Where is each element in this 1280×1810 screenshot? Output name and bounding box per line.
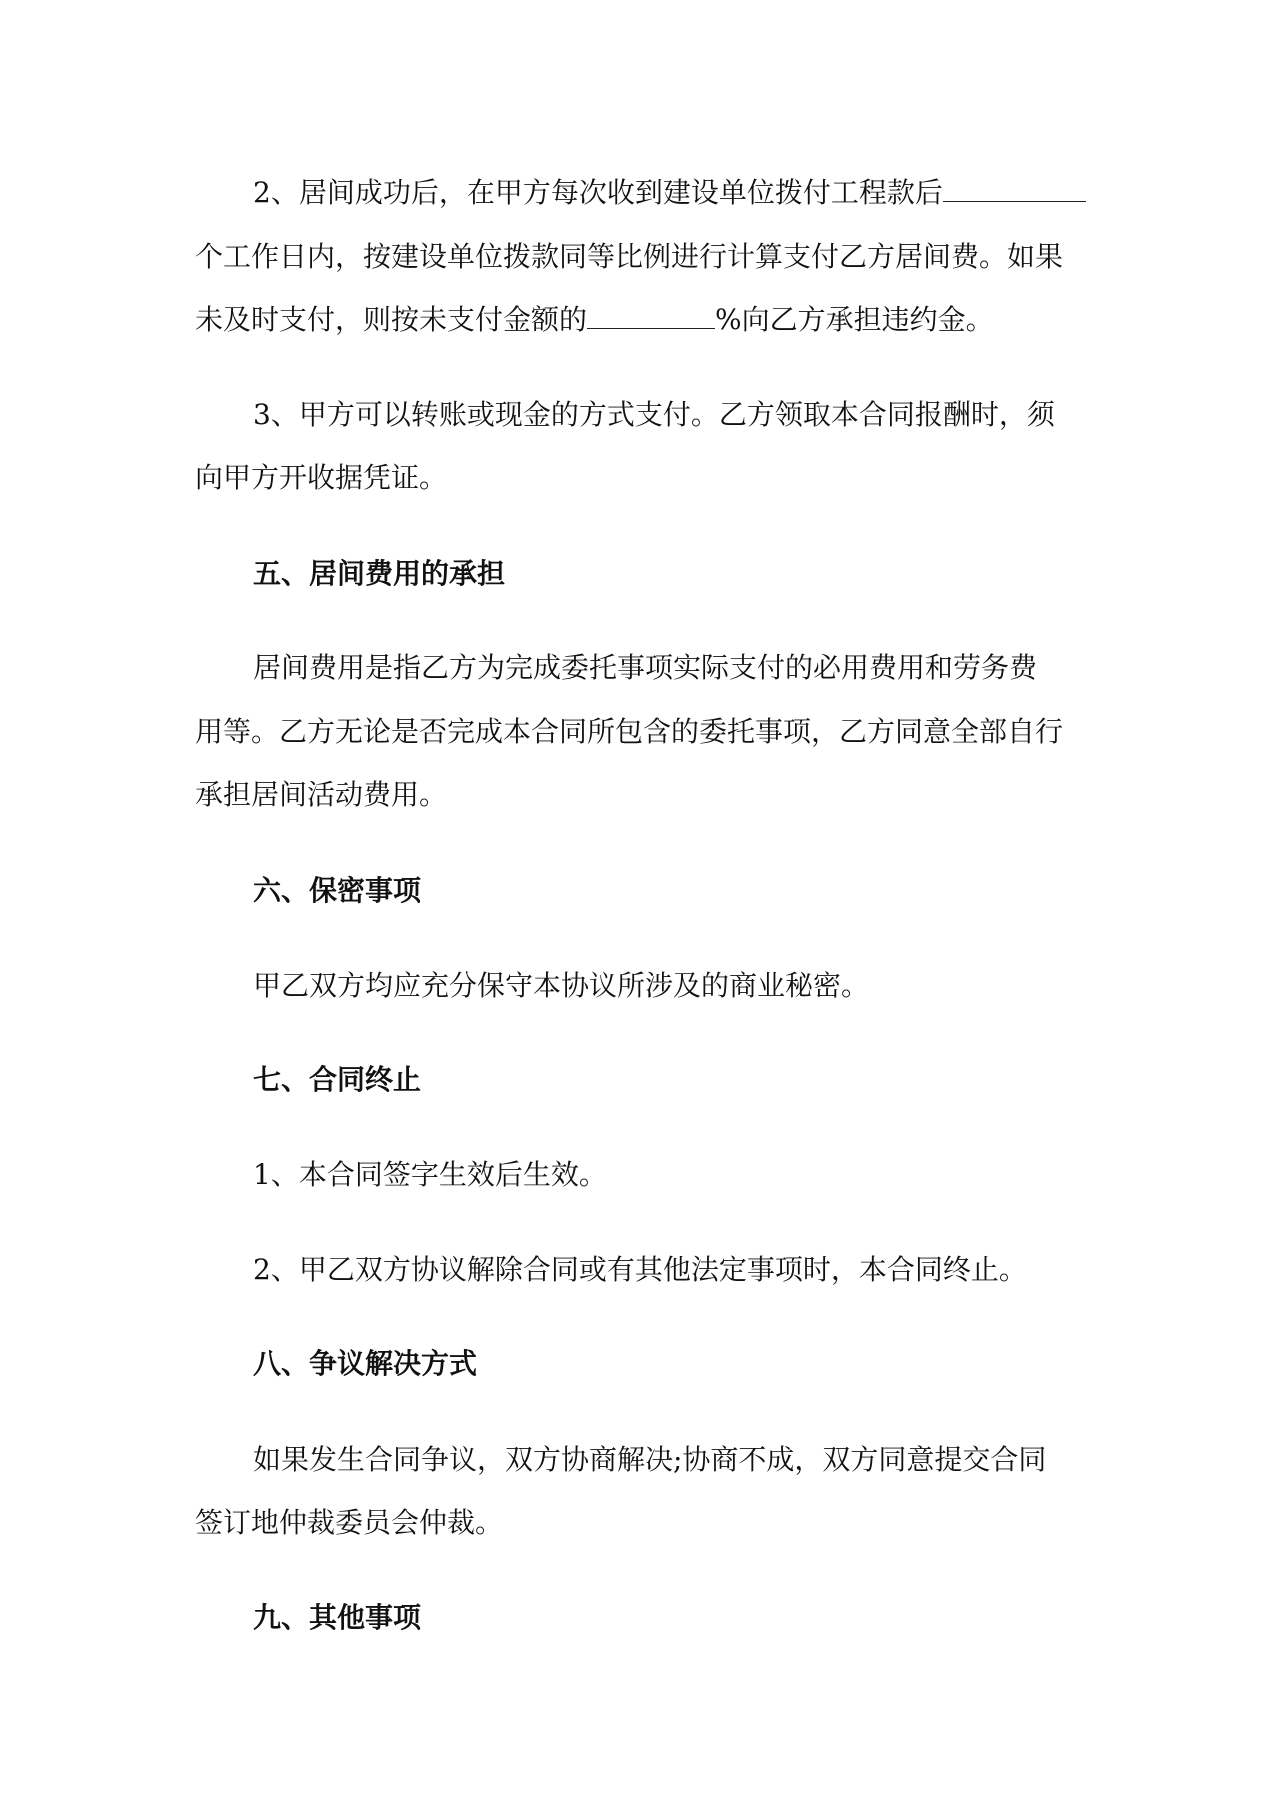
section-9-heading: 九、其他事项 — [253, 1601, 422, 1634]
section-8-line-2: 签订地仲裁委员会仲裁。 — [195, 1506, 504, 1539]
section-7-item-1: 1、本合同签字生效后生效。 — [253, 1158, 607, 1191]
clause-4-2-line-2: 个工作日内，按建设单位拨款同等比例进行计算支付乙方居间费。如果 — [195, 240, 1064, 273]
clause-4-2-text: 2、居间成功后，在甲方每次收到建设单位拨付工程款后 — [253, 176, 943, 209]
section-8-heading: 八、争议解决方式 — [253, 1347, 478, 1380]
workdays-blank — [943, 175, 1086, 202]
section-5-line-2: 用等。乙方无论是否完成本合同所包含的委托事项，乙方同意全部自行 — [195, 715, 1064, 748]
section-6-heading: 六、保密事项 — [253, 874, 422, 907]
clause-4-2-line-1 — [253, 173, 1153, 213]
section-7-heading: 七、合同终止 — [253, 1063, 422, 1096]
clause-4-2-text-after-blank: %向乙方承担违约金。 — [715, 303, 994, 336]
section-5-heading: 五、居间费用的承担 — [253, 557, 506, 590]
section-5-line-3: 承担居间活动费用。 — [195, 778, 448, 811]
section-6-line-1: 甲乙双方均应充分保守本协议所涉及的商业秘密。 — [253, 969, 870, 1002]
clause-4-2-text-before-blank: 未及时支付，则按未支付金额的 — [195, 303, 588, 336]
section-5-line-1: 居间费用是指乙方为完成委托事项实际支付的必用费用和劳务费 — [253, 651, 1038, 684]
clause-4-2-line-3 — [195, 300, 1095, 340]
penalty-rate-blank — [587, 302, 715, 329]
clause-4-3-line-2: 向甲方开收据凭证。 — [195, 461, 448, 494]
section-8-line-1: 如果发生合同争议，双方协商解决;协商不成，双方同意提交合同 — [253, 1443, 1047, 1476]
clause-4-3-line-1: 3、甲方可以转账或现金的方式支付。乙方领取本合同报酬时，须 — [253, 398, 1055, 431]
section-7-item-2: 2、甲乙双方协议解除合同或有其他法定事项时，本合同终止。 — [253, 1253, 1027, 1286]
